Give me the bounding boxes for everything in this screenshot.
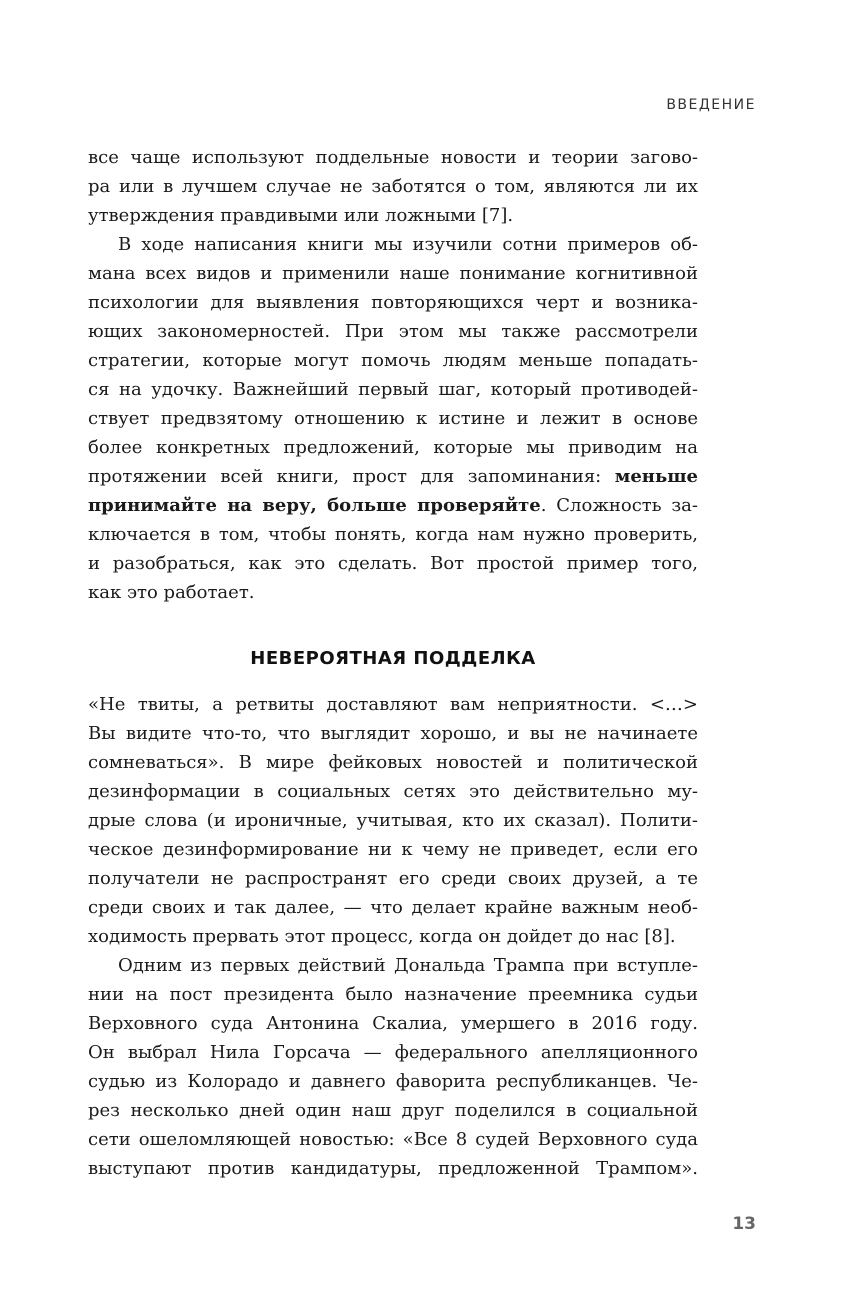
emphasis-text: принимайте на веру, больше проверяйте bbox=[88, 495, 541, 516]
text-line: как это работает. bbox=[88, 582, 255, 603]
text-line bbox=[88, 491, 698, 520]
text-line: ся на удочку. Важнейший первый шаг, который противодей- bbox=[88, 379, 698, 400]
text-line: ключается в том, чтобы понять, когда нам нужно проверить, bbox=[88, 524, 698, 545]
text-line: дрые слова (и ироничные, учитывая, кто их сказал). Полити- bbox=[88, 810, 698, 831]
text-line: рез несколько дней один наш друг поделился в социальной bbox=[88, 1100, 698, 1121]
text-line: утверждения правдивыми или ложными [7]. bbox=[88, 205, 514, 226]
text-line: ходимость прервать этот процесс, когда он дойдет до нас [8]. bbox=[88, 926, 676, 947]
text-line: стратегии, которые могут помочь людям меньше попадать- bbox=[88, 350, 698, 371]
emphasis-text: меньше bbox=[614, 466, 698, 487]
text-line: получатели не распространят его среди своих друзей, а те bbox=[88, 868, 698, 889]
text-line: дезинформации в социальных сетях это действительно му- bbox=[88, 781, 698, 802]
text-line: Он выбрал Нила Горсача — федерального апелляционного bbox=[88, 1042, 698, 1063]
text-line: психологии для выявления повторяющихся черт и возника- bbox=[88, 292, 698, 313]
text-line: «Не твиты, а ретвиты доставляют вам неприятности. <…> bbox=[88, 694, 698, 715]
text-line: среди своих и так далее, — что делает крайне важным необ- bbox=[88, 897, 698, 918]
page-number: 13 bbox=[732, 1214, 756, 1234]
text-line: ющих закономерностей. При этом мы также рассмотрели bbox=[88, 321, 698, 342]
text-line: более конкретных предложений, которые мы приводим на bbox=[88, 437, 698, 458]
text-line: сети ошеломляющей новостью: «Все 8 судей Верховного суда bbox=[88, 1129, 698, 1150]
section-heading: НЕВЕРОЯТНАЯ ПОДДЕЛКА bbox=[250, 648, 536, 669]
text-line: Верховного суда Антонина Скалиа, умершего в 2016 году. bbox=[88, 1013, 698, 1034]
text-line: судью из Колорадо и давнего фаворита республиканцев. Че- bbox=[88, 1071, 698, 1092]
text-line: Вы видите что-то, что выглядит хорошо, и вы не начинаете bbox=[88, 723, 698, 744]
text-line: В ходе написания книги мы изучили сотни примеров об- bbox=[118, 234, 698, 255]
text-line: нии на пост президента было назначение преемника судьи bbox=[88, 984, 698, 1005]
text-segment: . Сложность за- bbox=[540, 495, 698, 516]
text-block-section bbox=[88, 690, 698, 1183]
text-line: выступают против кандидатуры, предложенной Трампом». bbox=[88, 1158, 698, 1179]
text-line: мана всех видов и применили наше понимание когнитивной bbox=[88, 263, 698, 284]
text-block-intro bbox=[88, 143, 698, 607]
text-line: сомневаться». В мире фейковых новостей и политической bbox=[88, 752, 698, 773]
running-head: ВВЕДЕНИЕ bbox=[666, 97, 756, 113]
text-line: все чаще используют поддельные новости и теории загово- bbox=[88, 147, 698, 168]
text-segment: протяжении всей книги, прост для запоминания: bbox=[88, 466, 602, 487]
text-line: ствует предвзятому отношению к истине и лежит в основе bbox=[88, 408, 698, 429]
text-line: и разобраться, как это сделать. Вот простой пример того, bbox=[88, 553, 698, 574]
text-line: ра или в лучшем случае не заботятся о том, являются ли их bbox=[88, 176, 698, 197]
text-line: Одним из первых действий Дональда Трампа при вступле- bbox=[118, 955, 698, 976]
text-line: ческое дезинформирование ни к чему не приведет, если его bbox=[88, 839, 698, 860]
text-line bbox=[88, 462, 698, 491]
